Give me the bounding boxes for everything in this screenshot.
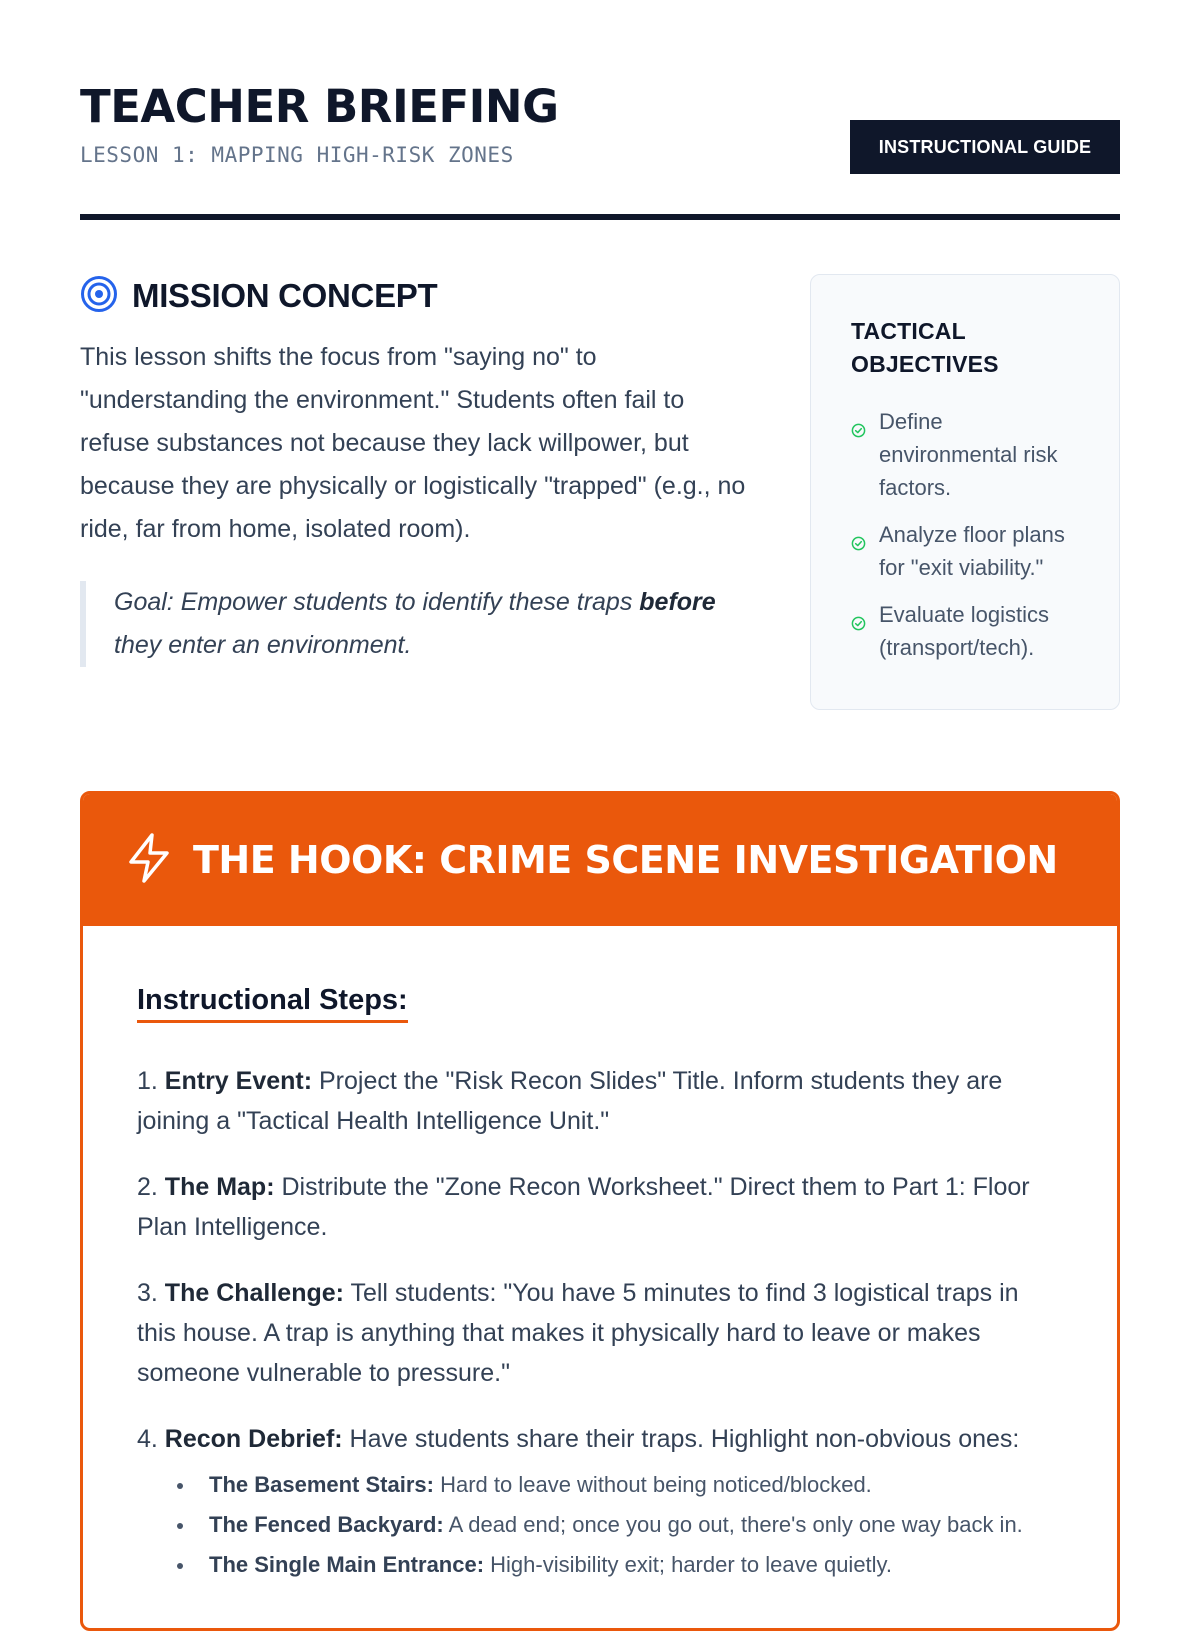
step-number: 4.	[137, 1425, 165, 1453]
header-divider	[80, 214, 1120, 220]
trap-label: The Basement Stairs:	[209, 1472, 434, 1497]
header	[80, 0, 1120, 220]
mission-heading: MISSION CONCEPT	[132, 277, 438, 314]
goal-emphasis: before	[639, 588, 716, 616]
step-label: Entry Event:	[164, 1067, 313, 1095]
mission-heading-row	[80, 272, 760, 320]
step-label: The Challenge:	[164, 1279, 344, 1307]
check-circle-icon	[851, 518, 867, 584]
hook-heading: THE HOOK: CRIME SCENE INVESTIGATION	[193, 838, 1058, 882]
step-text: Tell students: "You have 5 minutes to find 3 logistical traps in this house. A trap is anything that makes it physically hard to leave or makes someone vulnerable to pressure."	[137, 1279, 1019, 1387]
goal-callout	[80, 581, 760, 667]
traps-list	[173, 1465, 1061, 1585]
instructional-steps-title: Instructional Steps:	[137, 984, 408, 1023]
trap-label: The Single Main Entrance:	[209, 1552, 485, 1577]
step-item	[137, 1167, 1061, 1247]
briefing-page	[80, 0, 1120, 1577]
lightning-icon	[125, 832, 173, 889]
mission-body-text: This lesson shifts the focus from "saying no" to "understanding the environment." Students often fail to refuse substances not because they lack willpower, but because they are physically or logistically "trapped" (e.g., no ride, far from home, isolated room).	[80, 343, 746, 543]
objective-text: Analyze floor plans for "exit viability."	[879, 522, 1065, 580]
hook-body	[83, 926, 1117, 1585]
step-text: Project the "Risk Recon Slides" Title. Inform students they are joining a "Tactical Health Intelligence Unit."	[137, 1067, 1003, 1135]
objective-text: Define environmental risk factors.	[879, 409, 1058, 500]
target-icon	[80, 275, 118, 318]
step-text: Have students share their traps. Highlight non-obvious ones:	[342, 1425, 1020, 1453]
trap-text: A dead end; once you go out, there's only one way back in.	[443, 1512, 1023, 1537]
goal-text-end: they enter an environment.	[114, 631, 412, 659]
steps-list	[137, 1061, 1061, 1585]
hook-header	[83, 794, 1117, 926]
hook-card	[80, 791, 1120, 1631]
objective-item	[851, 405, 1085, 504]
objective-item	[851, 598, 1085, 664]
check-circle-icon	[851, 598, 867, 664]
trap-item	[173, 1545, 1061, 1585]
step-item	[137, 1273, 1061, 1393]
trap-text: Hard to leave without being noticed/blocked.	[433, 1472, 872, 1497]
step-label: Recon Debrief:	[164, 1425, 343, 1453]
page-title: TEACHER BRIEFING	[80, 80, 559, 133]
objectives-heading: TACTICAL OBJECTIVES	[851, 318, 999, 377]
lesson-subtitle: LESSON 1: MAPPING HIGH-RISK ZONES	[80, 143, 514, 167]
trap-item	[173, 1465, 1061, 1505]
trap-item	[173, 1505, 1061, 1545]
step-number: 1.	[137, 1067, 165, 1095]
step-number: 2.	[137, 1173, 165, 1201]
step-number: 3.	[137, 1279, 165, 1307]
step-item	[137, 1061, 1061, 1141]
objective-item	[851, 518, 1085, 584]
objective-text: Evaluate logistics (transport/tech).	[879, 602, 1049, 660]
mission-concept-section	[80, 272, 760, 667]
trap-text: High-visibility exit; harder to leave quietly.	[484, 1552, 893, 1577]
trap-label: The Fenced Backyard:	[209, 1512, 444, 1537]
tactical-objectives-card	[810, 274, 1120, 710]
instructional-guide-badge: INSTRUCTIONAL GUIDE	[850, 120, 1120, 174]
step-text: Distribute the "Zone Recon Worksheet." Direct them to Part 1: Floor Plan Intelligence.	[137, 1173, 1030, 1241]
check-circle-icon	[851, 405, 867, 504]
step-label: The Map:	[164, 1173, 275, 1201]
step-item	[137, 1419, 1061, 1459]
goal-text: Goal: Empower students to identify these traps	[114, 588, 640, 616]
